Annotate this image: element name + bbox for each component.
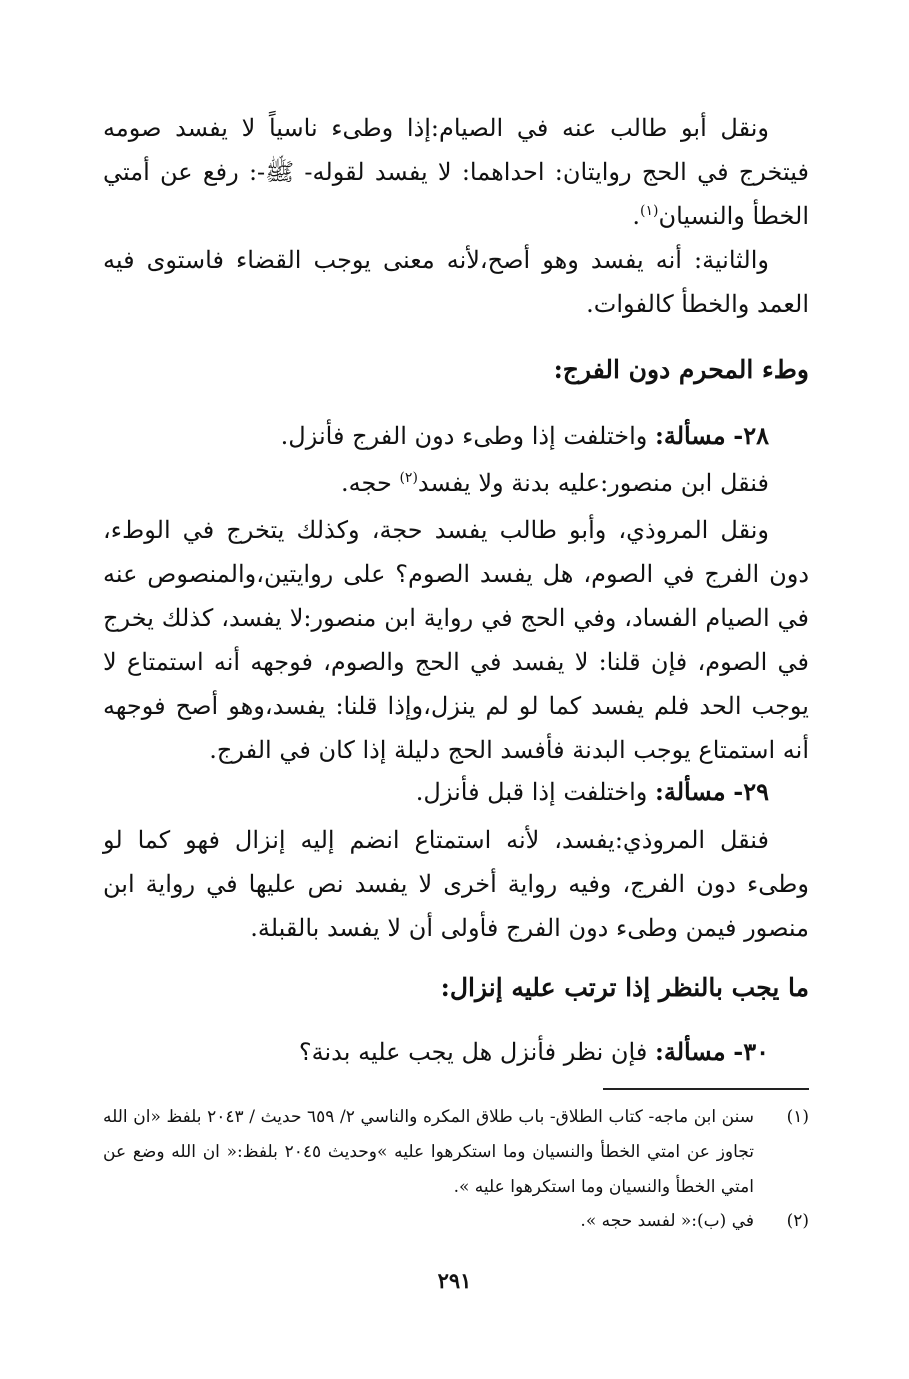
footnote-separator	[603, 1088, 809, 1090]
issue-number: ٢٨-	[733, 421, 769, 450]
issue-number: ٣٠-	[733, 1037, 769, 1066]
paragraph-second-narration: والثانية: أنه يفسد وهو أصح،لأنه معنى يوجب القضاء فاستوى فيه العمد والخطأ كالفوات.	[103, 246, 809, 318]
section-heading-muhrim: وطء المحرم دون الفرج:	[553, 355, 809, 384]
section-heading-looking: ما يجب بالنظر إذا ترتب عليه إنزال:	[440, 973, 809, 1002]
footnote-text: سنن ابن ماجه- كتاب الطلاق- باب طلاق المكره والناسي ٢/ ٦٥٩ حديث / ٢٠٤٣ بلفظ «ان الله تجاوز عن امتي الخطأ والنسيان وما استكرهوا عليه »وحديث ٢٠٤٥ بلفظ:« ان الله وضع عن امتي الخطأ والنسيان وما استكرهوا عليه ».	[103, 1107, 755, 1197]
paragraph-end: حجه.	[340, 469, 392, 497]
paragraph-marwazi: ونقل المروذي، وأبو طالب يفسد حجة، وكذلك يتخرج في الوطء، دون الفرج في الصوم، هل يفسد الصوم؟ على روايتين،والمنصوص عنه في الصيام الفساد، وفي الحج في رواية ابن منصور:لا يفسد، كذلك يخرج في الصوم، فإن قلنا: لا يفسد في الحج والصوم، فوجهه أنه استمتاع لا يوجب الحد فلم يفسد كما لو لم ينزل،وإذا قلنا: يفسد،وهو أصح فوجهه أنه استمتاع يوجب البدنة فأفسد الحج دليلة إذا كان في الفرج.	[103, 516, 809, 764]
issue-text: واختلفت إذا قبل فأنزل.	[415, 778, 648, 806]
footnote-text: في (ب):« لفسد حجه ».	[580, 1211, 754, 1231]
issue-28	[103, 414, 809, 458]
footnote-1	[103, 1100, 809, 1205]
paragraph-end: .	[632, 202, 641, 230]
footnote-reference: (١)	[640, 203, 659, 219]
paragraph-text: ونقل أبو طالب عنه في الصيام:إذا وطىء ناسياً لا يفسد صومه فيتخرج في الحج روايتان: احداهما: لا يفسد لقوله- ﷺ-: رفع عن أمتي الخطأ والنسيان	[103, 114, 809, 230]
paragraph-ibn-mansur	[103, 461, 809, 505]
footnote-2	[103, 1204, 809, 1239]
page-number: ٢٩١	[437, 1268, 472, 1293]
paragraph-kiss: فنقل المروذي:يفسد، لأنه استمتاع انضم إليه إنزال فهو كما لو وطىء دون الفرج، وفيه رواية أخرى لا يفسد نص عليها في رواية ابن منصور فيمن وطىء دون الفرج فأولى أن لا يفسد بالقبلة.	[103, 826, 809, 942]
issue-keyword: مسألة:	[654, 421, 726, 450]
issue-keyword: مسألة:	[654, 1037, 726, 1066]
issue-text: فإن نظر فأنزل هل يجب عليه بدنة؟	[298, 1038, 648, 1066]
footnote-reference: (٢)	[399, 470, 418, 486]
issue-30	[103, 1030, 809, 1074]
issue-text: واختلفت إذا وطىء دون الفرج فأنزل.	[280, 422, 648, 450]
footnote-number: (١)	[786, 1107, 809, 1127]
footnote-number: (٢)	[786, 1211, 809, 1231]
paragraph-text: فنقل ابن منصور:عليه بدنة ولا يفسد	[417, 469, 769, 497]
paragraph-forgetful-intercourse	[103, 106, 809, 238]
issue-number: ٢٩-	[733, 777, 769, 806]
issue-keyword: مسألة:	[654, 777, 726, 806]
issue-29	[103, 770, 809, 814]
